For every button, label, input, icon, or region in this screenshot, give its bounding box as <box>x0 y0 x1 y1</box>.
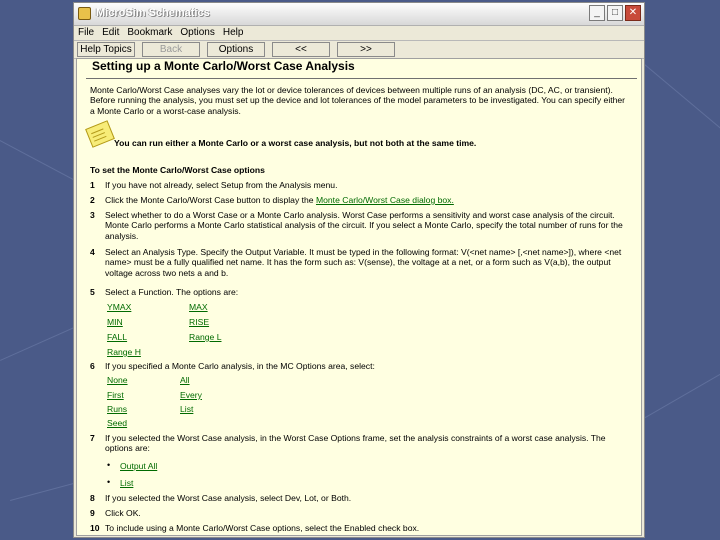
function-option[interactable]: YMAX <box>107 302 132 312</box>
title-bar[interactable] <box>74 3 644 26</box>
step-text: Select an Analysis Type. Specify the Output Variable. It must be typed in the following format: V(<net name> [,<net name>]), where <net name> must be a fully qualified net name. It has the form such as: V(sense), the voltage at a net, or a form such as V(a,b), the output voltage across two nets a and b. <box>105 247 622 278</box>
step-number: 3 <box>90 210 95 220</box>
back-button[interactable]: Back <box>142 42 200 57</box>
step-number: 6 <box>90 361 95 371</box>
step-number: 10 <box>90 523 100 533</box>
step-text: If you specified a Monte Carlo analysis, in the MC Options area, select: <box>105 361 375 371</box>
intro-text: Monte Carlo/Worst Case analyses vary the lot or device tolerances of devices between multiple runs of an analysis (DC, AC, or transient). Before running the analysis, you must set up the device and lot tolerances of the model parameters to be investigated. You can specify either a Monte Carlo or a worst-case analysis. <box>90 85 626 116</box>
menu-help[interactable]: Help <box>222 27 244 38</box>
previous-topic-button[interactable]: << <box>272 42 330 57</box>
step-number: 4 <box>90 247 95 257</box>
step-number: 8 <box>90 493 95 503</box>
menu-edit[interactable]: Edit <box>102 27 120 38</box>
step-text: If you have not already, select Setup from the Analysis menu. <box>105 180 338 190</box>
function-option[interactable]: RISE <box>189 317 210 327</box>
heading-divider <box>86 78 637 79</box>
help-toolbar <box>74 40 644 59</box>
mc-option[interactable]: List <box>180 404 194 414</box>
step-number: 9 <box>90 508 95 518</box>
note-text: You can run either a Monte Carlo or a worst case analysis, but not both at the same time. <box>114 138 477 148</box>
step-text: Select whether to do a Worst Case or a Monte Carlo analysis. Worst Case performs a sensitivity and worst case analysis of the circuit. Monte Carlo performs a Monte Carlo statistical analysis of the circuit. If you select a Monte Carlo, specify the total number of runs for the analysis. <box>105 210 623 241</box>
window-controls <box>589 5 641 21</box>
menu-file[interactable]: File <box>78 27 95 38</box>
help-content[interactable] <box>76 58 642 536</box>
function-option[interactable]: MIN <box>107 317 123 327</box>
function-option[interactable]: Range L <box>189 332 222 342</box>
next-topic-button[interactable]: >> <box>337 42 395 57</box>
wc-option[interactable]: Output All <box>120 461 158 471</box>
step-text: If you selected the Worst Case analysis, in the Worst Case Options frame, set the analysis constraints of a worst case analysis. The options are: <box>105 433 606 454</box>
mc-option[interactable]: None <box>107 375 128 385</box>
section-title: To set the Monte Carlo/Worst Case options <box>90 165 265 175</box>
mc-option[interactable]: Every <box>180 390 202 400</box>
function-option[interactable]: MAX <box>189 302 208 312</box>
mc-option[interactable]: Runs <box>107 404 128 414</box>
wc-option[interactable]: List <box>120 478 134 488</box>
help-topics-button[interactable]: Help Topics <box>77 42 135 57</box>
menu-options[interactable]: Options <box>180 27 215 38</box>
bullet-icon: • <box>107 460 111 470</box>
step-number: 2 <box>90 195 95 205</box>
note-icon <box>85 120 115 148</box>
maximize-button[interactable]: □ <box>607 5 623 21</box>
step-text: If you selected the Worst Case analysis, select Dev, Lot, or Both. <box>105 493 352 503</box>
page-title: Setting up a Monte Carlo/Worst Case Analysis <box>92 59 355 73</box>
step-number: 5 <box>90 287 95 297</box>
step-text: Select a Function. The options are: <box>105 287 239 297</box>
help-window <box>73 2 645 538</box>
function-option[interactable]: Range H <box>107 347 141 357</box>
minimize-button[interactable]: _ <box>589 5 605 21</box>
bullet-icon: • <box>107 477 111 487</box>
menu-bar <box>74 25 644 40</box>
mc-option[interactable]: All <box>180 375 190 385</box>
step-text: Click OK. <box>105 508 141 518</box>
mc-option[interactable]: Seed <box>107 418 128 428</box>
mc-option[interactable]: First <box>107 390 124 400</box>
step-number: 1 <box>90 180 95 190</box>
function-option[interactable]: FALL <box>107 332 128 342</box>
menu-bookmark[interactable]: Bookmark <box>127 27 173 38</box>
step-number: 7 <box>90 433 95 443</box>
step-text: To include using a Monte Carlo/Worst Case options, select the Enabled check box. <box>105 523 420 533</box>
window-title: MicroSim Schematics <box>96 7 210 19</box>
options-button[interactable]: Options <box>207 42 265 57</box>
dialog-box-link[interactable]: Monte Carlo/Worst Case dialog box. <box>315 195 454 205</box>
app-icon <box>78 7 91 20</box>
step-text: Click the Monte Carlo/Worst Case button to display the Monte Carlo/Worst Case dialog box. <box>105 195 454 205</box>
close-button[interactable]: ✕ <box>625 5 641 21</box>
